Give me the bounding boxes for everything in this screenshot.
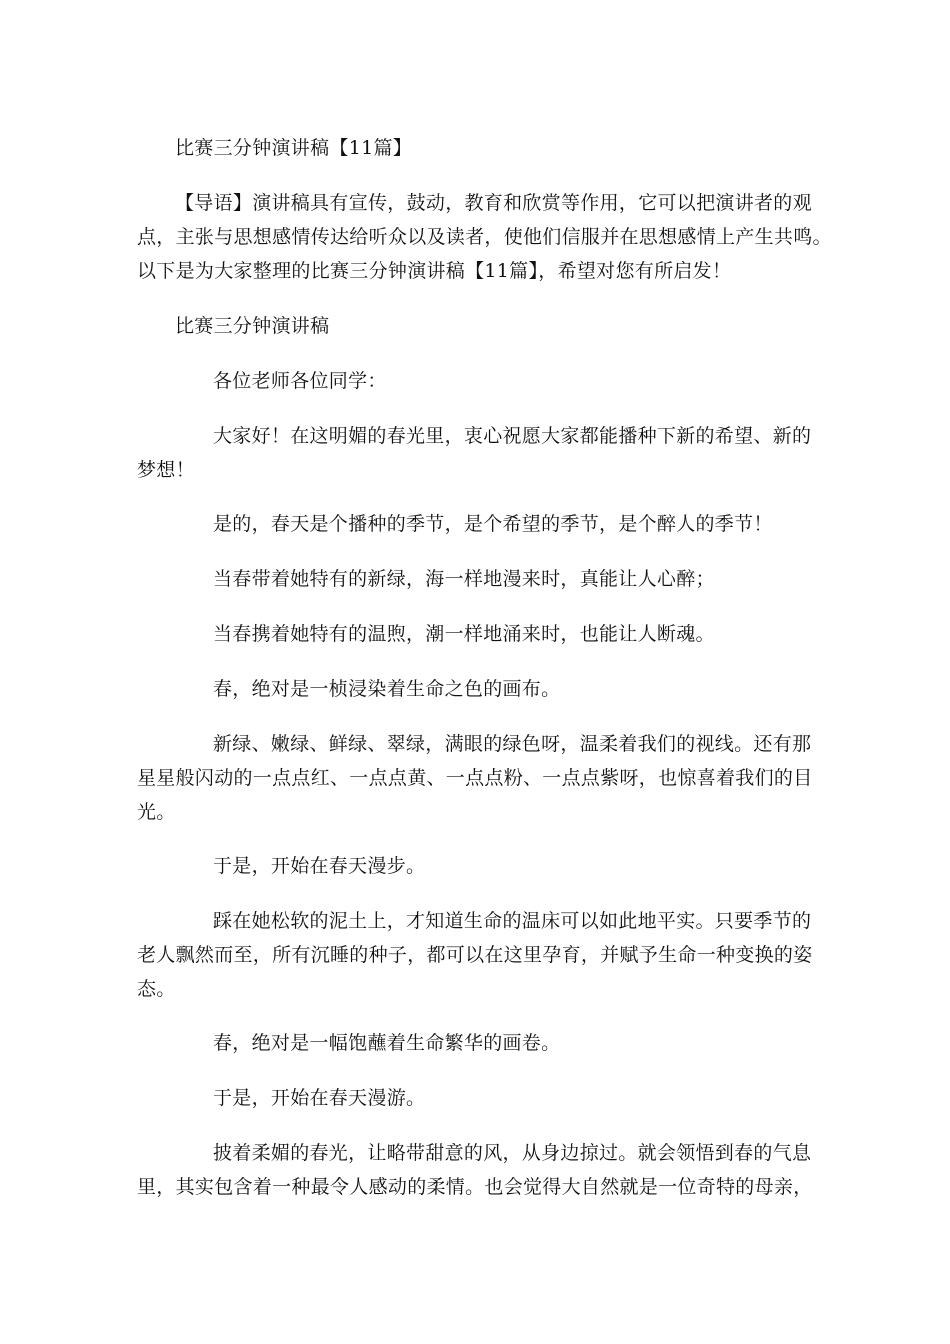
paragraph-line: 当春带着她特有的新绿，海一样地漫来时，真能让人心醉； [213,568,715,590]
paragraph-line: 梦想！ [137,459,195,481]
paragraph-line: 春，绝对是一桢浸染着生命之色的画布。 [213,678,561,700]
document-title: 比赛三分钟演讲稿【11篇】 [175,137,413,159]
intro-line-3: 以下是为大家整理的比赛三分钟演讲稿【11篇】，希望对您有所启发！ [137,260,732,282]
paragraph-line: 星星般闪动的一点点红、一点点黄、一点点粉、一点点紫呀，也惊喜着我们的目 [137,767,813,789]
paragraph-line: 踩在她松软的泥土上，才知道生命的温床可以如此地平实。只要季节的 [213,910,812,932]
paragraph-line: 于是，开始在春天漫游。 [213,1087,426,1109]
paragraph-line: 光。 [137,801,176,823]
intro-line-1: 【导语】演讲稿具有宣传，鼓动，教育和欣赏等作用，它可以把演讲者的观 [175,192,812,214]
paragraph-line: 新绿、嫩绿、鲜绿、翠绿，满眼的绿色呀，温柔着我们的视线。还有那 [213,733,812,755]
paragraph-line: 老人飘然而至，所有沉睡的种子，都可以在这里孕育，并赋予生命一种变换的姿 [137,944,813,966]
section-subtitle: 比赛三分钟演讲稿 [175,315,330,337]
paragraph-line: 披着柔媚的春光，让略带甜意的风，从身边掠过。就会领悟到春的气息 [213,1142,812,1164]
paragraph-line: 于是，开始在春天漫步。 [213,855,426,877]
intro-line-2: 点，主张与思想感情传达给听众以及读者，使他们信服并在思想感情上产生共鸣。 [137,226,832,248]
paragraph-line: 态。 [137,978,176,1000]
paragraph-line: 各位老师各位同学： [213,370,387,392]
paragraph-line: 春，绝对是一幅饱蘸着生命繁华的画卷。 [213,1032,561,1054]
paragraph-line: 当春携着她特有的温煦，潮一样地涌来时，也能让人断魂。 [213,623,715,645]
paragraph-line: 是的，春天是个播种的季节，是个希望的季节，是个醉人的季节！ [213,513,773,535]
paragraph-line: 大家好！在这明媚的春光里，衷心祝愿大家都能播种下新的希望、新的 [213,425,812,447]
paragraph-line: 里，其实包含着一种最令人感动的柔情。也会觉得大自然就是一位奇特的母亲， [137,1176,813,1198]
